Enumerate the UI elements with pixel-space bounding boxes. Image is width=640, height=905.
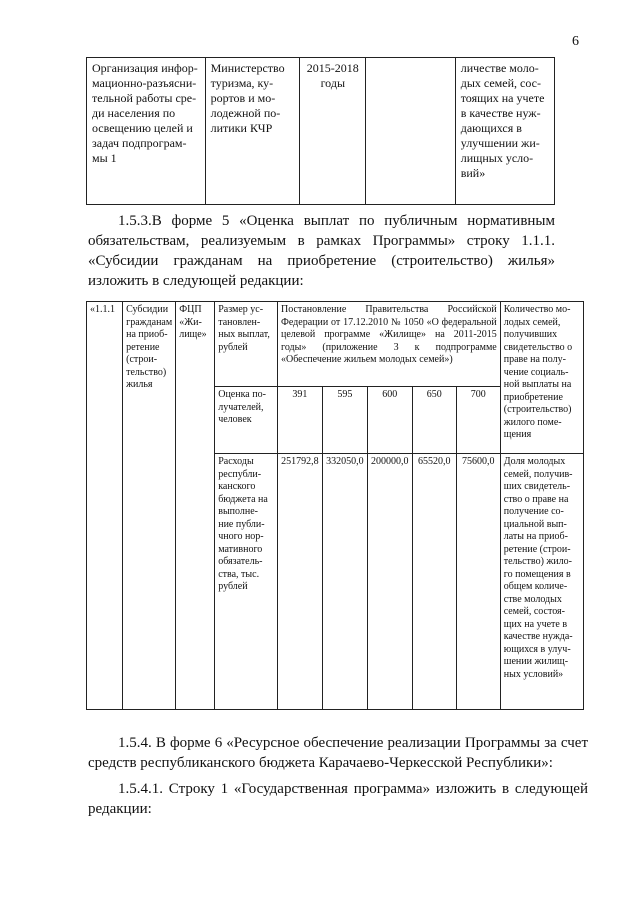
recipients-value: 595	[322, 387, 367, 454]
expenses-value: 251792,8	[277, 454, 322, 710]
page-number: 6	[572, 34, 579, 49]
recipients-value: 650	[412, 387, 456, 454]
table-cell-activity: Организация инфор- мационно-разъясни- тельной работы сре- ди населения по освещению целей и задач подпрограм- мы 1	[87, 58, 206, 205]
recipients-value: 700	[456, 387, 500, 454]
row-program: ФЦП «Жи- лище»	[176, 302, 215, 710]
size-label: Размер ус- тановлен- ных выплат, рублей	[215, 302, 278, 387]
recipients-label: Оценка по- лучателей, человек	[215, 387, 278, 454]
table-row	[87, 58, 555, 205]
table-continuation	[86, 57, 555, 205]
table-cell-period: 2015-2018 годы	[300, 58, 366, 205]
decree-cell: Постановление Правительства Российской Федерации от 17.12.2010 № 1050 «О федеральной целевой программе «Жилище» на 2011-2015 годы» (приложение 3 к подпрограмме «Обеспечение жильем молодых семей»)	[277, 302, 500, 387]
expenses-value: 75600,0	[456, 454, 500, 710]
paragraph-1-5-4: 1.5.4. В форме 6 «Ресурсное обеспечение реализации Программы за счет средств республиканского бюджета Карачаево-Черкесской Республики»:	[88, 735, 588, 771]
indicator-quantity: Количество мо- лодых семей, получивших свидетельство о праве на полу- чение социаль- ной выплаты на приобретение (строительство) жилого поме- щения	[500, 302, 583, 454]
table-row	[87, 302, 584, 387]
table-cell-indicator: личестве моло- дых семей, сос- тоящих на учете в качестве нуж- дающихся в улучшении жи- лищных усло- вий»	[455, 58, 554, 205]
expenses-label: Расходы республи- канского бюджета на выполне- ние публи- чного нор- мативного обязатель- ства, тыс. рублей	[215, 454, 278, 710]
table-payments	[86, 301, 584, 710]
paragraph-1-5-4-1: 1.5.4.1. Строку 1 «Государственная программа» изложить в следующей редакции:	[88, 781, 588, 817]
expenses-value: 65520,0	[412, 454, 456, 710]
expenses-value: 200000,0	[367, 454, 412, 710]
recipients-value: 391	[277, 387, 322, 454]
recipients-value: 600	[367, 387, 412, 454]
table-cell-empty	[366, 58, 455, 205]
table-cell-executor: Министерство туризма, ку- рортов и мо- лодежной по- литики КЧР	[205, 58, 300, 205]
indicator-share: Доля молодых семей, получив- ших свидетель- ство о праве на получение со- циальной вып- латы на приоб- ретение (строи- тельство) жило- го помещения в общем количе- стве молодых семей, состоя- щих на учете в качестве нужда- ющихся в улуч- шении жилищ- ных условий»	[500, 454, 583, 710]
row-name: Субсидии гражданам на приоб- ретение (строи- тельство) жилья	[123, 302, 176, 710]
paragraph-1-5-3: 1.5.3.В форме 5 «Оценка выплат по публичным нормативным обязательствам, реализуемым в рамках Программы» строку 1.1.1. «Субсидии гражданам на приобретение (строительство) жилья» изложить в следующей редакции:	[88, 213, 555, 289]
expenses-value: 332050,0	[322, 454, 367, 710]
row-code: «1.1.1	[87, 302, 123, 710]
